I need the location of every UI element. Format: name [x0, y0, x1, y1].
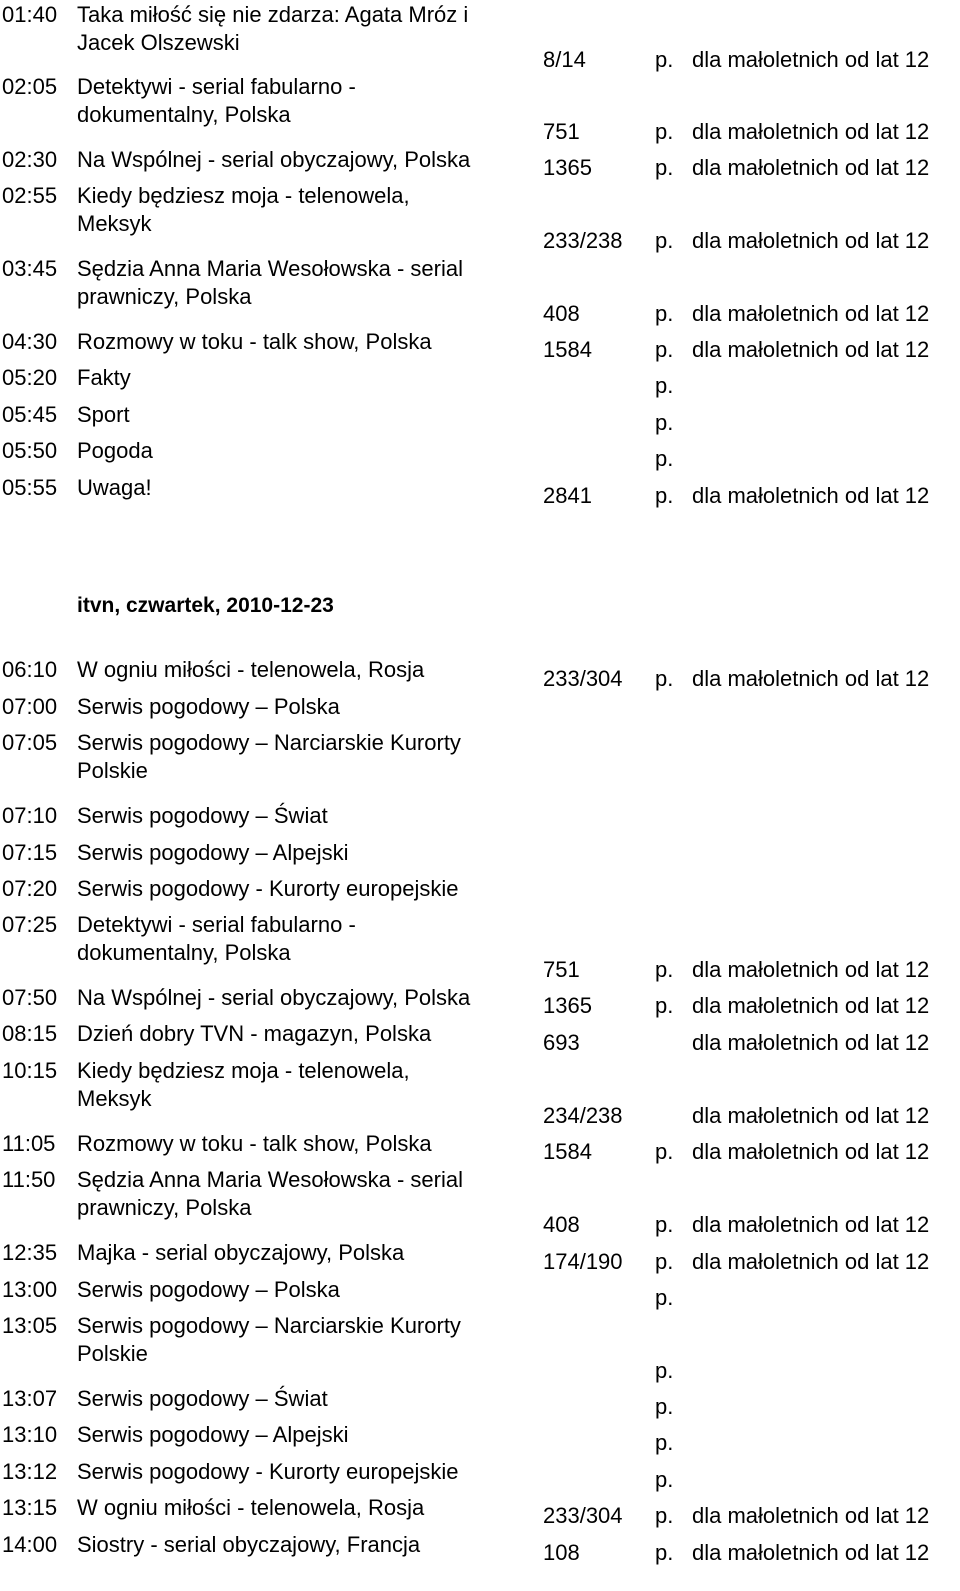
program-title: Serwis pogodowy – Narciarskie Kurorty: [77, 730, 461, 755]
age-rating: dla małoletnich od lat 12: [692, 1212, 930, 1237]
p-marker: p.: [655, 119, 674, 144]
p-marker: p.: [655, 1212, 674, 1237]
program-row: [0, 73, 960, 144]
program-time: 13:10: [2, 1422, 58, 1447]
program-title: Detektywi - serial fabularno -: [77, 912, 356, 937]
program-row: [0, 182, 960, 253]
program-title: Kiedy będziesz moja - telenowela,: [77, 1058, 410, 1083]
p-marker: p.: [655, 446, 674, 471]
age-rating: dla małoletnich od lat 12: [692, 993, 930, 1018]
age-rating: dla małoletnich od lat 12: [692, 1540, 930, 1565]
program-time: 07:00: [2, 694, 58, 719]
program-time: 05:20: [2, 365, 58, 390]
program-time: 07:10: [2, 803, 58, 828]
p-marker: p.: [655, 1249, 674, 1274]
program-title: W ogniu miłości - telenowela, Rosja: [77, 657, 425, 682]
program-title: Sędzia Anna Maria Wesołowska - serial: [77, 1167, 463, 1192]
program-time: 07:50: [2, 985, 58, 1010]
program-title-cont: dokumentalny, Polska: [77, 102, 291, 127]
episode-number: 1365: [543, 993, 592, 1018]
program-time: 07:15: [2, 840, 58, 865]
program-title: Kiedy będziesz moja - telenowela,: [77, 183, 410, 208]
p-marker: p.: [655, 373, 674, 398]
program-row: [0, 1312, 960, 1383]
program-title: Siostry - serial obyczajowy, Francja: [77, 1532, 421, 1557]
age-rating: dla małoletnich od lat 12: [692, 1503, 930, 1528]
age-rating: dla małoletnich od lat 12: [692, 1030, 930, 1055]
p-marker: p.: [655, 1139, 674, 1164]
episode-number: 174/190: [543, 1249, 623, 1274]
program-time: 10:15: [2, 1058, 58, 1083]
program-time: 05:55: [2, 475, 58, 500]
program-time: 14:00: [2, 1532, 58, 1557]
program-title: Taka miłość się nie zdarza: Agata Mróz i: [77, 2, 469, 27]
episode-number: 1584: [543, 1139, 592, 1164]
age-rating: dla małoletnich od lat 12: [692, 1139, 930, 1164]
program-time: 04:30: [2, 329, 58, 354]
p-marker: p.: [655, 301, 674, 326]
age-rating: dla małoletnich od lat 12: [692, 47, 930, 72]
program-title: Fakty: [77, 365, 131, 390]
episode-number: 233/304: [543, 1503, 623, 1528]
program-row: [0, 474, 960, 534]
age-rating: dla małoletnich od lat 12: [692, 228, 930, 253]
episode-number: 233/238: [543, 228, 623, 253]
program-title: Serwis pogodowy - Kurorty europejskie: [77, 1459, 459, 1484]
program-time: 12:35: [2, 1240, 58, 1265]
program-time: 07:05: [2, 730, 58, 755]
p-marker: p.: [655, 483, 674, 508]
program-title: Serwis pogodowy – Świat: [77, 1386, 328, 1411]
program-title-cont: Meksyk: [77, 1086, 152, 1111]
program-time: 02:30: [2, 147, 58, 172]
program-time: 13:00: [2, 1277, 58, 1302]
episode-number: 1365: [543, 155, 592, 180]
p-marker: p.: [655, 337, 674, 362]
program-title-cont: Meksyk: [77, 211, 152, 236]
episode-number: 693: [543, 1030, 580, 1055]
program-title: Serwis pogodowy – Polska: [77, 1277, 340, 1302]
age-rating: dla małoletnich od lat 12: [692, 957, 930, 982]
program-title: W ogniu miłości - telenowela, Rosja: [77, 1495, 425, 1520]
episode-number: 751: [543, 119, 580, 144]
program-title-cont: Polskie: [77, 758, 148, 783]
program-time: 13:05: [2, 1313, 58, 1338]
program-title-cont: dokumentalny, Polska: [77, 940, 291, 965]
program-title: Dzień dobry TVN - magazyn, Polska: [77, 1021, 432, 1046]
program-time: 05:50: [2, 438, 58, 463]
age-rating: dla małoletnich od lat 12: [692, 337, 930, 362]
program-time: 08:15: [2, 1021, 58, 1046]
program-row: [0, 255, 960, 326]
p-marker: p.: [655, 1467, 674, 1492]
episode-number: 408: [543, 1212, 580, 1237]
program-time: 11:50: [2, 1167, 56, 1192]
program-time: 13:12: [2, 1459, 58, 1484]
program-time: 11:05: [2, 1131, 56, 1156]
p-marker: p.: [655, 1503, 674, 1528]
p-marker: p.: [655, 155, 674, 180]
age-rating: dla małoletnich od lat 12: [692, 1103, 930, 1128]
program-time: 07:20: [2, 876, 58, 901]
program-time: 06:10: [2, 657, 58, 682]
program-time: 03:45: [2, 256, 58, 281]
p-marker: p.: [655, 1358, 674, 1383]
program-time: 02:55: [2, 183, 58, 208]
program-time: 07:25: [2, 912, 58, 937]
program-title: Na Wspólnej - serial obyczajowy, Polska: [77, 985, 471, 1010]
program-row: [0, 911, 960, 982]
p-marker: p.: [655, 410, 674, 435]
p-marker: p.: [655, 666, 674, 691]
age-rating: dla małoletnich od lat 12: [692, 301, 930, 326]
channel-day-header: itvn, czwartek, 2010-12-23: [77, 594, 334, 617]
episode-number: 751: [543, 957, 580, 982]
program-title: Detektywi - serial fabularno -: [77, 74, 356, 99]
program-time: 01:40: [2, 2, 58, 27]
program-title: Majka - serial obyczajowy, Polska: [77, 1240, 405, 1265]
program-title: Serwis pogodowy - Kurorty europejskie: [77, 876, 459, 901]
p-marker: p.: [655, 993, 674, 1018]
episode-number: 233/304: [543, 666, 623, 691]
age-rating: dla małoletnich od lat 12: [692, 1249, 930, 1274]
program-title: Pogoda: [77, 438, 153, 463]
age-rating: dla małoletnich od lat 12: [692, 666, 930, 691]
episode-number: 108: [543, 1540, 580, 1565]
p-marker: p.: [655, 1285, 674, 1310]
program-title: Rozmowy w toku - talk show, Polska: [77, 1131, 432, 1156]
program-title-cont: Polskie: [77, 1341, 148, 1366]
p-marker: p.: [655, 1394, 674, 1419]
program-title: Sport: [77, 402, 130, 427]
age-rating: dla małoletnich od lat 12: [692, 119, 930, 144]
age-rating: dla małoletnich od lat 12: [692, 483, 930, 508]
program-row: [0, 1, 960, 72]
program-row: [0, 1057, 960, 1128]
p-marker: p.: [655, 1430, 674, 1455]
program-title: Sędzia Anna Maria Wesołowska - serial: [77, 256, 463, 281]
p-marker: p.: [655, 957, 674, 982]
program-row: [0, 729, 960, 789]
program-time: 05:45: [2, 402, 58, 427]
program-title-cont: Jacek Olszewski: [77, 30, 240, 55]
program-title: Na Wspólnej - serial obyczajowy, Polska: [77, 147, 471, 172]
program-time: 13:07: [2, 1386, 58, 1411]
program-time: 13:15: [2, 1495, 58, 1520]
episode-number: 234/238: [543, 1103, 623, 1128]
episode-number: 408: [543, 301, 580, 326]
program-title: Uwaga!: [77, 475, 152, 500]
program-row: [0, 1531, 960, 1591]
program-title: Serwis pogodowy – Alpejski: [77, 840, 349, 865]
p-marker: p.: [655, 47, 674, 72]
age-rating: dla małoletnich od lat 12: [692, 155, 930, 180]
episode-number: 2841: [543, 483, 592, 508]
program-title-cont: prawniczy, Polska: [77, 1195, 252, 1220]
episode-number: 8/14: [543, 47, 586, 72]
p-marker: p.: [655, 1540, 674, 1565]
program-title-cont: prawniczy, Polska: [77, 284, 252, 309]
program-title: Serwis pogodowy – Polska: [77, 694, 340, 719]
episode-number: 1584: [543, 337, 592, 362]
p-marker: p.: [655, 228, 674, 253]
program-title: Serwis pogodowy – Narciarskie Kurorty: [77, 1313, 461, 1338]
program-title: Serwis pogodowy – Świat: [77, 803, 328, 828]
program-time: 02:05: [2, 74, 58, 99]
program-title: Serwis pogodowy – Alpejski: [77, 1422, 349, 1447]
program-title: Rozmowy w toku - talk show, Polska: [77, 329, 432, 354]
program-row: [0, 1166, 960, 1237]
